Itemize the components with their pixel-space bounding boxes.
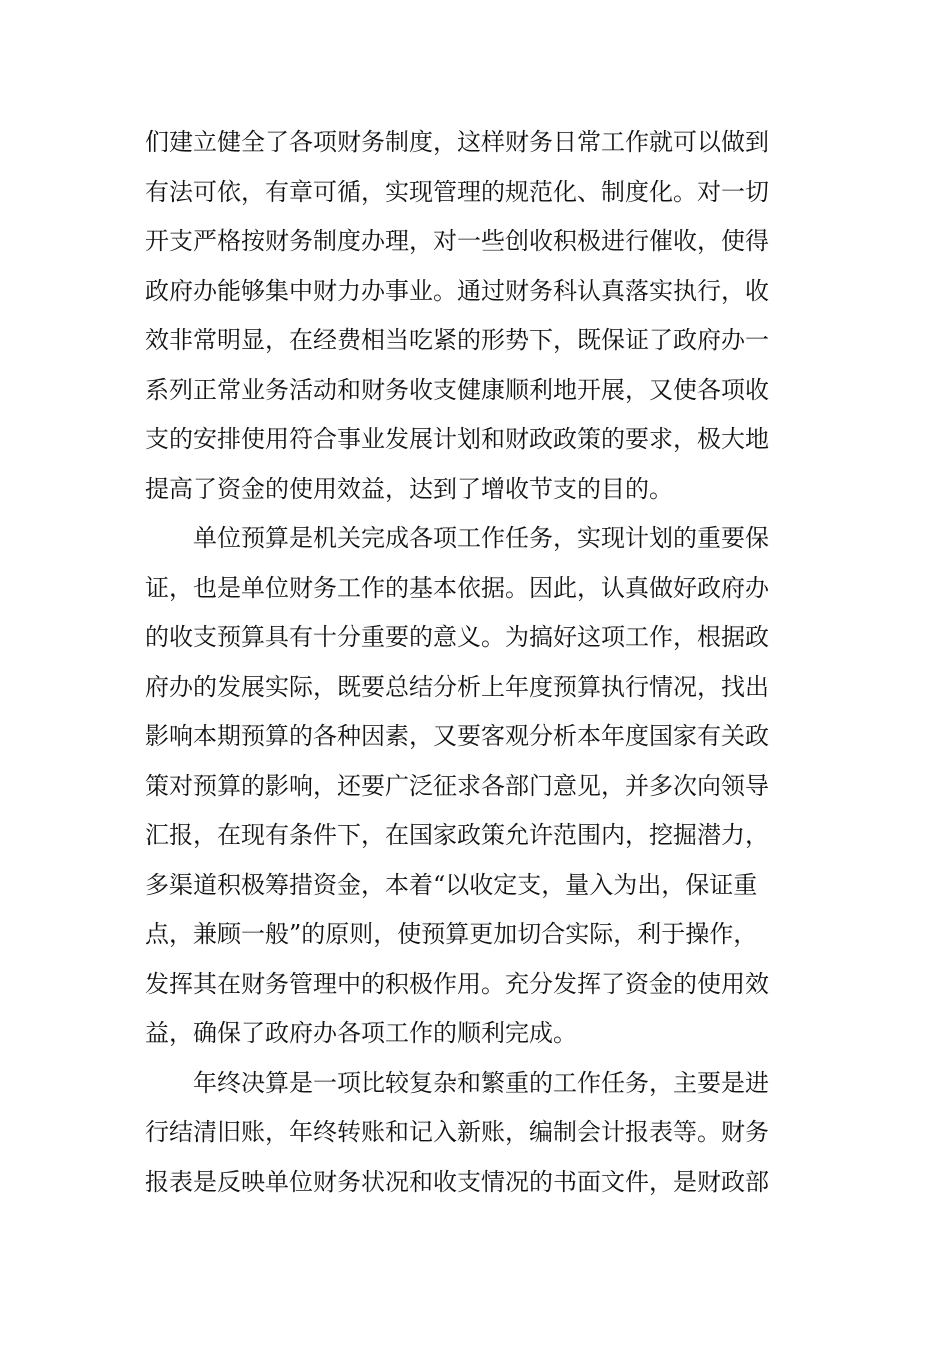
text-line: 策对预算的影响，还要广泛征求各部门意见，并多次向领导 xyxy=(145,771,769,800)
body-text xyxy=(145,118,769,1207)
text-line: 提高了资金的使用效益，达到了增收节支的目的。 xyxy=(145,474,673,503)
text-line: 政府办能够集中财力办事业。通过财务科认真落实执行，收 xyxy=(145,276,769,305)
text-line: 开支严格按财务制度办理，对一些创收积极进行催收，使得 xyxy=(145,227,769,255)
text-line: 支的安排使用符合事业发展计划和财政政策的要求，极大地 xyxy=(145,425,769,453)
paragraph-2 xyxy=(145,514,769,1059)
text-line: 单位预算是机关完成各项工作任务，实现计划的重要保 xyxy=(193,524,769,552)
text-line: 证，也是单位财务工作的基本依据。因此，认真做好政府办 xyxy=(145,573,769,602)
text-line: 点，兼顾一般”的原则，使预算更加切合实际，利于操作， xyxy=(145,920,758,948)
text-line: 影响本期预算的各种因素，又要客观分析本年度国家有关政 xyxy=(145,722,769,750)
paragraph-3 xyxy=(145,1059,769,1208)
text-line: 年终决算是一项比较复杂和繁重的工作任务，主要是进 xyxy=(193,1068,769,1097)
text-line: 有法可依，有章可循，实现管理的规范化、制度化。对一切 xyxy=(145,177,769,206)
text-line: 系列正常业务活动和财务收支健康顺利地开展，又使各项收 xyxy=(145,375,769,404)
text-line: 发挥其在财务管理中的积极作用。充分发挥了资金的使用效 xyxy=(145,969,769,998)
text-line: 汇报，在现有条件下，在国家政策允许范围内，挖掘潜力， xyxy=(145,821,769,849)
text-line: 的收支预算具有十分重要的意义。为搞好这项工作，根据政 xyxy=(145,623,769,651)
text-line: 益，确保了政府办各项工作的顺利完成。 xyxy=(145,1019,577,1047)
text-line: 效非常明显，在经费相当吃紧的形势下，既保证了政府办一 xyxy=(145,326,769,354)
paragraph-1 xyxy=(145,118,769,514)
text-line: 行结清旧账，年终转账和记入新账，编制会计报表等。财务 xyxy=(145,1118,769,1146)
text-line: 府办的发展实际，既要总结分析上年度预算执行情况，找出 xyxy=(145,672,769,701)
text-line: 报表是反映单位财务状况和收支情况的书面文件，是财政部 xyxy=(145,1167,769,1196)
text-line: 们建立健全了各项财务制度，这样财务日常工作就可以做到 xyxy=(145,128,769,156)
text-line: 多渠道积极筹措资金，本着“以收定支，量入为出，保证重 xyxy=(145,870,758,899)
